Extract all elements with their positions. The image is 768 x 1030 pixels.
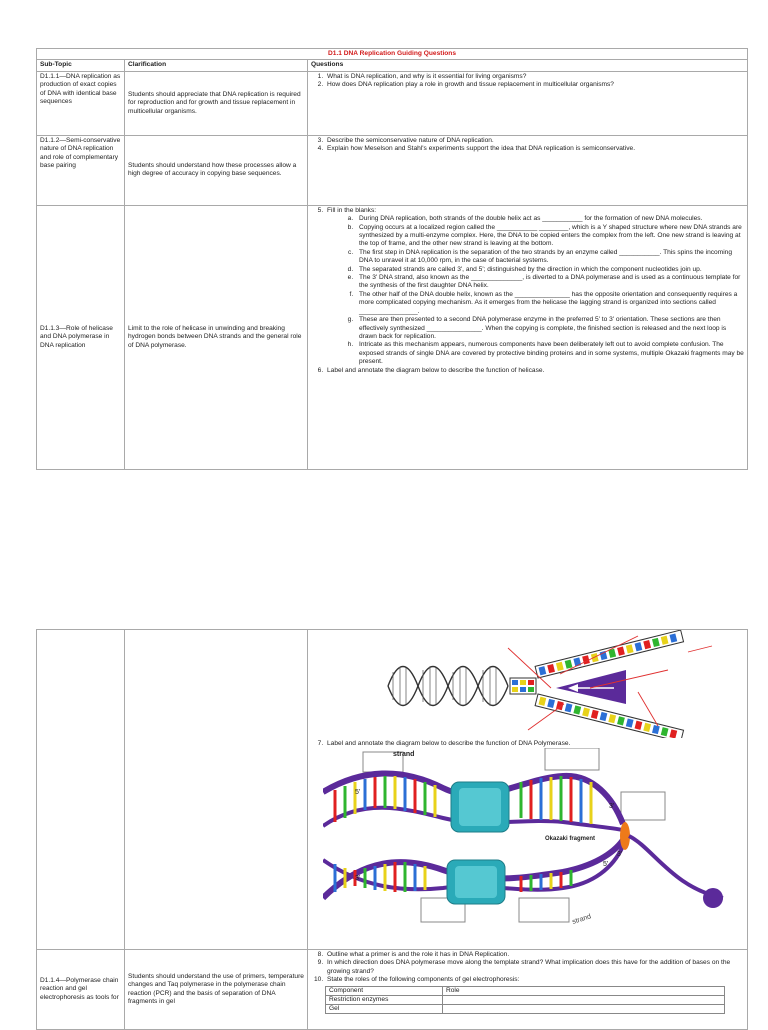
blank-h: h. Intricate as this mechanism appears, numerous components have been deliberately left out to avoid complete confusion. The exposed strands of single DNA are covered by protective binding proteins and in some systems, multiple Okazaki fragments may be present. — [355, 341, 744, 366]
header-clarification: Clarification — [125, 60, 308, 71]
questions-d111 — [308, 71, 748, 135]
helicase-diagram — [338, 630, 718, 738]
blank-g: g. These are then presented to a second DNA polymerase enzyme in the preferred 5' to 3' orientation. These sections are then effectively synthesized _______________. When the copying is complete, the finished section is released and the next loop is drawn back for replication. — [355, 316, 744, 341]
clarification-d111: Students should appreciate that DNA replication is required for reproduction and for growth and tissue replacement in multicellular organisms. — [125, 71, 308, 135]
blank-f: f. The other half of the DNA double helix, known as the _______________ has the opposite orientation and consequently requires a more complicated copying mechanism. As it emerges from the helicase the lagging strand is organized into sections called ________________. — [355, 291, 744, 316]
label-box-2 — [545, 748, 599, 770]
label-box-3 — [621, 792, 665, 820]
orange-clamp — [620, 822, 630, 850]
upper-base-pairs — [538, 633, 677, 675]
comp-header-component: Component — [326, 986, 443, 995]
comp-header-role: Role — [443, 986, 725, 995]
label-3-right: 3' — [616, 851, 622, 859]
question-2: 2. How does DNA replication play a role in growth and tissue replacement in multicellular organisms? — [325, 81, 744, 89]
question-1: 1. What is DNA replication, and why is it essential for living organisms? — [325, 73, 744, 81]
question-7: 7. Label and annotate the diagram below to describe the function of DNA Polymerase. — [325, 740, 744, 748]
subtopic-d112: D1.1.2—Semi-conservative nature of DNA replication and role of complementary base pairing — [37, 135, 125, 205]
gel-electrophoresis-table — [325, 986, 725, 1014]
subtopic-d114: D1.1.4—Polymerase chain reaction and gel electrophoresis as tools for — [37, 950, 125, 1030]
subtopic-empty — [37, 630, 125, 950]
guiding-questions-table — [36, 48, 748, 470]
clarification-d113: Limit to the role of helicase in unwinding and breaking hydrogen bonds between DNA strands and the general role of DNA polymerase. — [125, 205, 308, 469]
label-5-left: 5' — [354, 789, 360, 797]
clarification-d112: Students should understand how these processes allow a high degree of accuracy in copying base sequences. — [125, 135, 308, 205]
question-9: 9. In which direction does DNA polymerase move along the template strand? What implication does this have for the addition of bases on the growing strand? — [325, 959, 744, 976]
blank-c: c. The first step in DNA replication is the separation of the two strands by an enzyme called ___________. This spins the incoming DNA to unravel it at 10,000 rpm, in the case of bacterial systems. — [355, 249, 744, 266]
subtopic-d111: D1.1.1—DNA replication as production of exact copies of DNA with identical base sequences — [37, 71, 125, 135]
blank-d: d. The separated strands are called 3', and 5'; distinguished by the direction in which the component nucleotides join up. — [355, 266, 744, 274]
clarification-empty — [125, 630, 308, 950]
label-box-5 — [519, 898, 569, 922]
dna-polymerase-diagram — [323, 748, 733, 928]
subtopic-d113: D1.1.3—Role of helicase and DNA polymerase in DNA replication — [37, 205, 125, 469]
blank-b: b. Copying occurs at a localized region called the ___________ ________, which is a Y shaped structure where new DNA strands are synthesized by a multi-enzyme complex. Here, the DNA to be copied enters the complex from the left. One new strand is leaving at the top of frame, and the other new strand is leaving at the bottom. — [355, 224, 744, 249]
label-3-top: 3' — [608, 803, 614, 811]
label-strand-bottom: strand — [570, 913, 592, 927]
role-input-restriction[interactable] — [443, 995, 725, 1004]
questions-d113 — [308, 205, 748, 469]
label-okazaki: Okazaki fragment — [544, 836, 595, 843]
question-5: 5. Fill in the blanks: a. During DNA replication, both strands of the double helix act as ___________ for the formation of new DNA molecules. b. Copying occurs at a localized region called the ___________ ________, which is a Y shaped structure where new DNA strands are synthesized by a multi-enzyme complex. Here, the DNA to be copied enters the complex from the left. One new strand is leaving at the top of frame, and the other new strand is leaving at the bottom. c. The first step in DNA replication is the separation of the two strands by an enzyme called ___________. This spins the incoming DNA to unravel it at 10,000 rpm, in the case of bacterial systems. d. The separated strands are called 3', and 5'; distinguished by the direction in which the component nucleotides join up. e. The 3' DNA strand, also known as the ______________, is diverted to a DNA polymerase and is used as a continuous template for the synthesis of the first daughter DNA helix. f. The other half of the DNA double helix, known as the _______________ has the opposite orientation and consequently requires a more complicated copying mechanism. As it emerges from the helicase the lagging strand is organized into sections called ________________. g. These are then presented to a second DNA polymerase enzyme in the preferred 5' to 3' orientation. These sections are then effectively synthesized _______________. When the copying is complete, the finished section is released and the next loop is drawn back for replication. h. Intricate as this mechanism appears, numerous components have been deliberately left out to avoid complete confusion. The exposed strands of single DNA are covered by protective binding proteins and in some systems, multiple Okazaki fragments may be present. — [325, 207, 744, 367]
question-10: 10. State the roles of the following components of gel electrophoresis: — [325, 976, 744, 984]
comp-restriction-enzymes: Restriction enzymes — [326, 995, 443, 1004]
label-5-right: 5' — [602, 861, 608, 869]
page-title: D1.1 DNA Replication Guiding Questions — [37, 49, 748, 60]
diagrams-cell — [308, 630, 748, 950]
page-1 — [36, 48, 747, 470]
clarification-d114: Students should understand the use of primers, temperature changes and Taq polymerase in the polymerase chain reaction (PCR) and the basis of separation of DNA fragments in gel — [125, 950, 308, 1030]
blank-a: a. During DNA replication, both strands of the double helix act as ___________ for the formation of new DNA molecules. — [355, 215, 744, 223]
questions-d114 — [308, 950, 748, 1030]
header-questions: Questions — [308, 60, 748, 71]
label-strand-top: strand — [392, 751, 414, 759]
comp-gel: Gel — [326, 1004, 443, 1013]
blank-e: e. The 3' DNA strand, also known as the ______________, is diverted to a DNA polymerase and is used as a continuous template for the synthesis of the first daughter DNA helix. — [355, 274, 744, 291]
label-3-left: 3' — [354, 875, 360, 883]
guiding-questions-table-continued — [36, 629, 748, 1030]
question-8: 8. Outline what a primer is and the role it has in DNA Replication. — [325, 951, 744, 959]
question-6: 6. Label and annotate the diagram below to describe the function of helicase. — [325, 367, 744, 375]
questions-d112 — [308, 135, 748, 205]
question-3: 3. Describe the semiconservative nature of DNA replication. — [325, 137, 744, 145]
page-2 — [36, 629, 747, 1030]
header-subtopic: Sub-Topic — [37, 60, 125, 71]
question-4: 4. Explain how Meselson and Stahl's experiments support the idea that DNA replication is semiconservative. — [325, 145, 744, 153]
role-input-gel[interactable] — [443, 1004, 725, 1013]
